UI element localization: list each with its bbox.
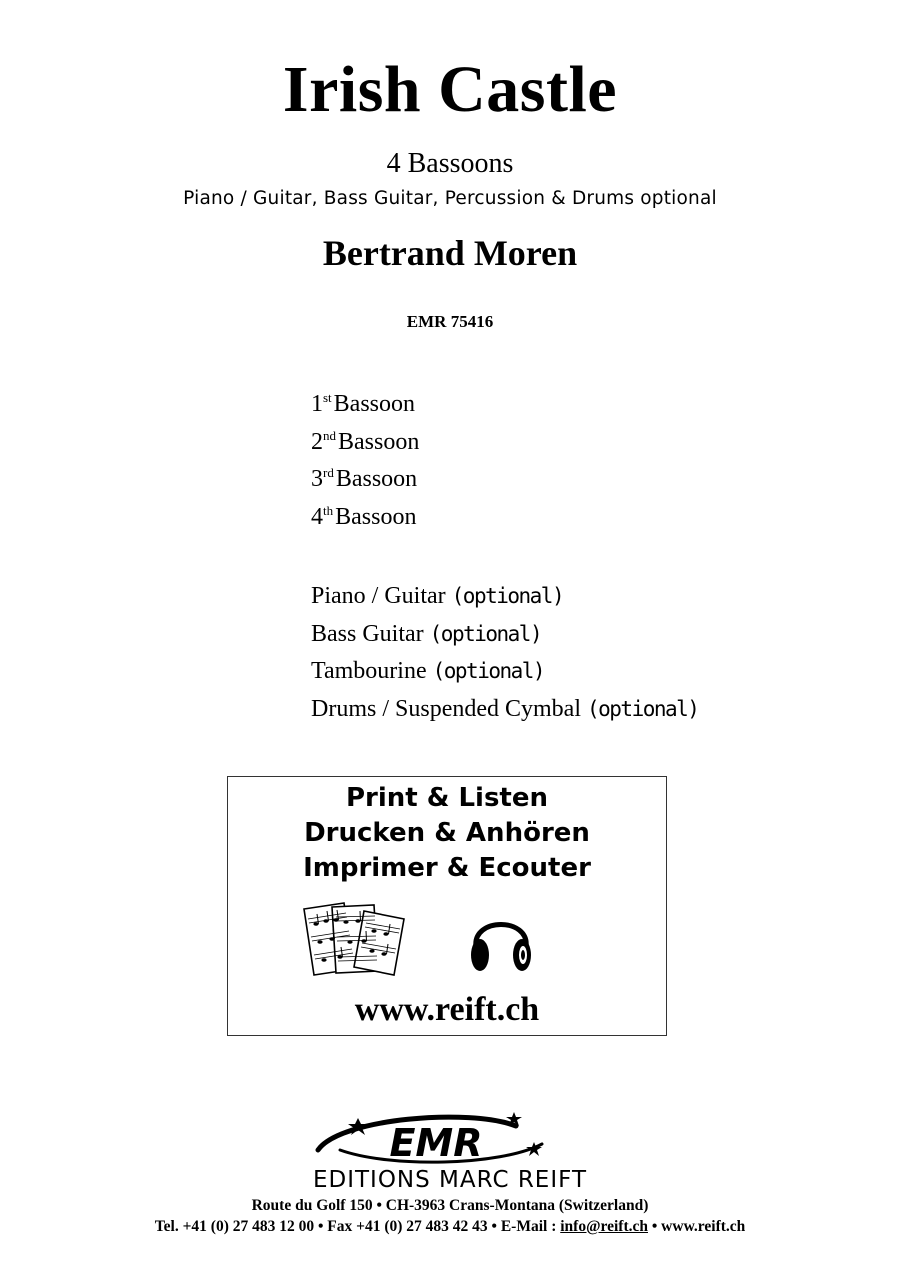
catalog-number: EMR 75416: [406, 312, 494, 331]
promo-url[interactable]: www.reift.ch: [354, 991, 540, 1028]
parts-list-main: [311, 386, 419, 536]
publisher-address: Route du Golf 150 • CH-3963 Crans-Montana (Switzerland): [251, 1197, 649, 1214]
part-item: 3rdBassoon: [311, 465, 418, 492]
optional-instruments: Piano / Guitar, Bass Guitar, Percussion & Drums optional: [183, 188, 717, 209]
score-title: Irish Castle: [282, 53, 618, 126]
part-item: 1stBassoon: [311, 390, 416, 417]
promo-line-english: Print & Listen: [345, 783, 549, 813]
instrumentation: 4 Bassoons: [386, 148, 514, 179]
print-listen-box: [227, 776, 667, 1036]
composer-name: Bertrand Moren: [322, 233, 578, 273]
parts-list-optional: [311, 578, 698, 728]
website-text: • www.reift.ch: [648, 1218, 746, 1235]
contact-phone-fax: Tel. +41 (0) 27 483 12 00 • Fax +41 (0) 27 483 42 43 • E-Mail :: [154, 1218, 561, 1235]
sheet-music-icon: [300, 899, 412, 977]
part-item: Bass Guitar (optional): [311, 620, 542, 647]
part-item: 2ndBassoon: [311, 427, 420, 455]
part-item: Drums / Suspended Cymbal (optional): [311, 695, 699, 722]
headphones-icon: [466, 903, 536, 979]
part-item: Piano / Guitar (optional): [311, 583, 564, 609]
part-item: Tambourine (optional): [311, 658, 545, 684]
promo-line-german: Drucken & Anhören: [304, 818, 590, 848]
publisher-contacts: [0, 1218, 900, 1236]
promo-line-french: Imprimer & Ecouter: [303, 853, 591, 883]
emr-logo: [310, 1110, 550, 1170]
emr-logo-text: EMR: [389, 1121, 483, 1165]
part-item: 4thBassoon: [311, 502, 417, 530]
email-link[interactable]: info@reift.ch: [560, 1218, 648, 1235]
publisher-name: EDITIONS MARC REIFT: [312, 1167, 588, 1193]
